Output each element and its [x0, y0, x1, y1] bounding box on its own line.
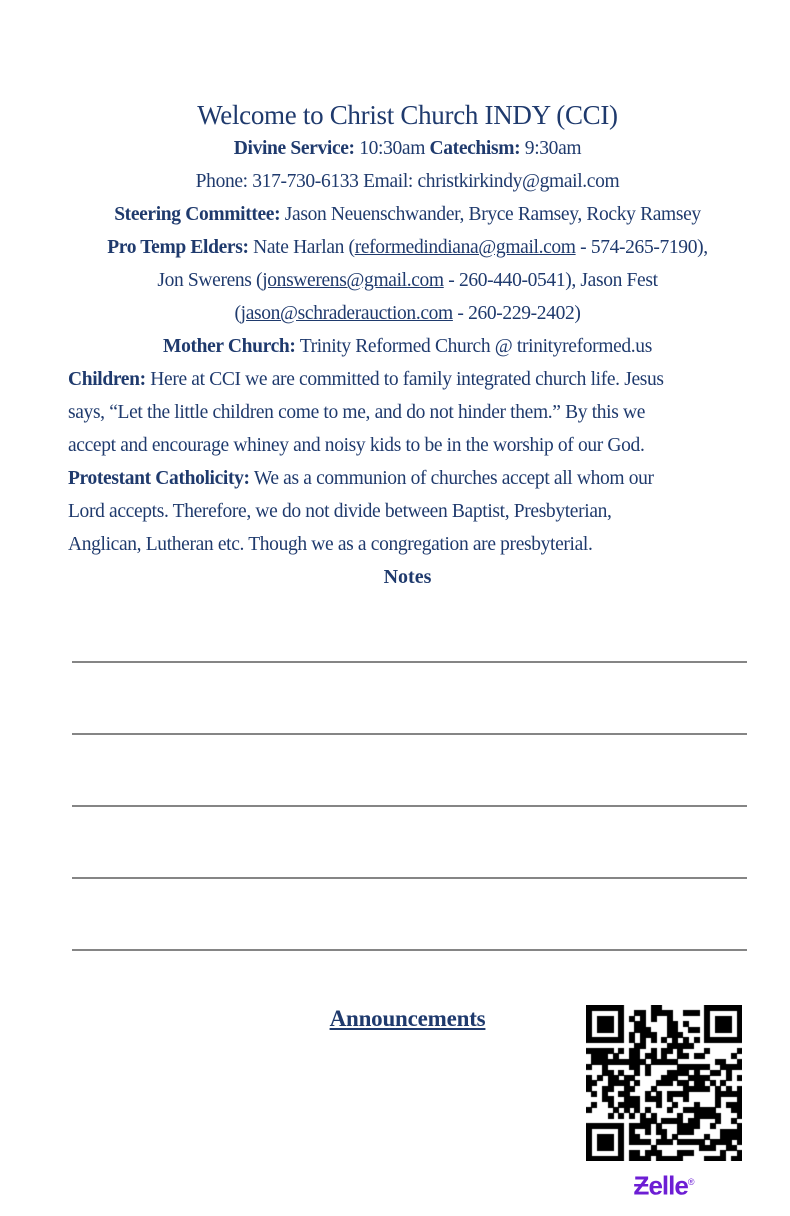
elders-text: - 260-229-2402)	[452, 303, 581, 324]
steering-committee-line	[68, 198, 747, 231]
email-link-jason-schraderauction[interactable]: jason@schraderauction.com	[240, 303, 453, 324]
elders-text: - 574-265-7190),	[575, 237, 708, 258]
catholicity-line-3: Anglican, Lutheran etc. Though we as a congregation are presbyterial.	[68, 534, 593, 555]
zelle-logo-z: Ƶ	[633, 1170, 649, 1201]
divine-service-time: 10:30am	[354, 138, 430, 159]
notes-ruled-line	[72, 733, 747, 735]
children-line-1	[68, 363, 747, 396]
notes-ruled-line	[72, 877, 747, 879]
catholicity-line-1	[68, 462, 747, 495]
divine-service-label: Divine Service:	[233, 138, 355, 159]
page-title: Welcome to Christ Church INDY (CCI)	[197, 100, 618, 130]
children-line-2: says, “Let the little children come to me, and do not hinder them.” By this we	[68, 402, 646, 423]
service-times-line	[68, 132, 747, 165]
elders-text: - 260-440-0541), Jason Fest	[443, 270, 658, 291]
elders-line-2	[68, 264, 747, 297]
mother-church-value: Trinity Reformed Church @ trinityreformed.us	[295, 336, 652, 357]
registered-mark: ®	[687, 1177, 695, 1187]
elders-text: Nate Harlan (	[248, 237, 355, 258]
catechism-label: Catechism:	[429, 138, 521, 159]
children-text: Here at CCI we are committed to family integrated church life. Jesus	[145, 369, 664, 390]
elders-line-1	[68, 231, 747, 264]
elders-line-3	[68, 297, 747, 330]
children-label: Children:	[68, 369, 146, 390]
pro-temp-elders-label: Pro Temp Elders:	[107, 237, 249, 258]
catholicity-line-2: Lord accepts. Therefore, we do not divide between Baptist, Presbyterian,	[68, 501, 612, 522]
elders-text: Jon Swerens (	[157, 270, 263, 291]
notes-heading: Notes	[383, 566, 432, 588]
steering-committee-names: Jason Neuenschwander, Bryce Ramsey, Rocky Ramsey	[280, 204, 701, 225]
zelle-logo-text: elle	[648, 1170, 688, 1201]
mother-church-label: Mother Church:	[163, 336, 296, 357]
notes-ruled-line	[72, 661, 747, 663]
bulletin-text	[68, 98, 747, 594]
notes-ruled-line	[72, 805, 747, 807]
email-link-jonswerens[interactable]: jonswerens@gmail.com	[262, 270, 444, 291]
notes-ruled-line	[72, 949, 747, 951]
zelle-logo	[586, 1169, 742, 1199]
email-link-reformedindiana[interactable]: reformedindiana@gmail.com	[354, 237, 576, 258]
steering-committee-label: Steering Committee:	[114, 204, 281, 225]
zelle-payment-block	[586, 1005, 742, 1199]
phone-email-line: Phone: 317-730-6133 Email: christkirkindy@gmail.com	[195, 171, 620, 192]
catholicity-label: Protestant Catholicity:	[68, 468, 250, 489]
announcements-heading: Announcements	[329, 1006, 486, 1031]
zelle-qr-code	[586, 1005, 742, 1161]
elders-text: (	[234, 303, 241, 324]
catholicity-text: We as a communion of churches accept all whom our	[249, 468, 654, 489]
catechism-time: 9:30am	[520, 138, 582, 159]
children-line-3: accept and encourage whiney and noisy kids to be in the worship of our God.	[68, 435, 645, 456]
mother-church-line	[68, 330, 747, 363]
